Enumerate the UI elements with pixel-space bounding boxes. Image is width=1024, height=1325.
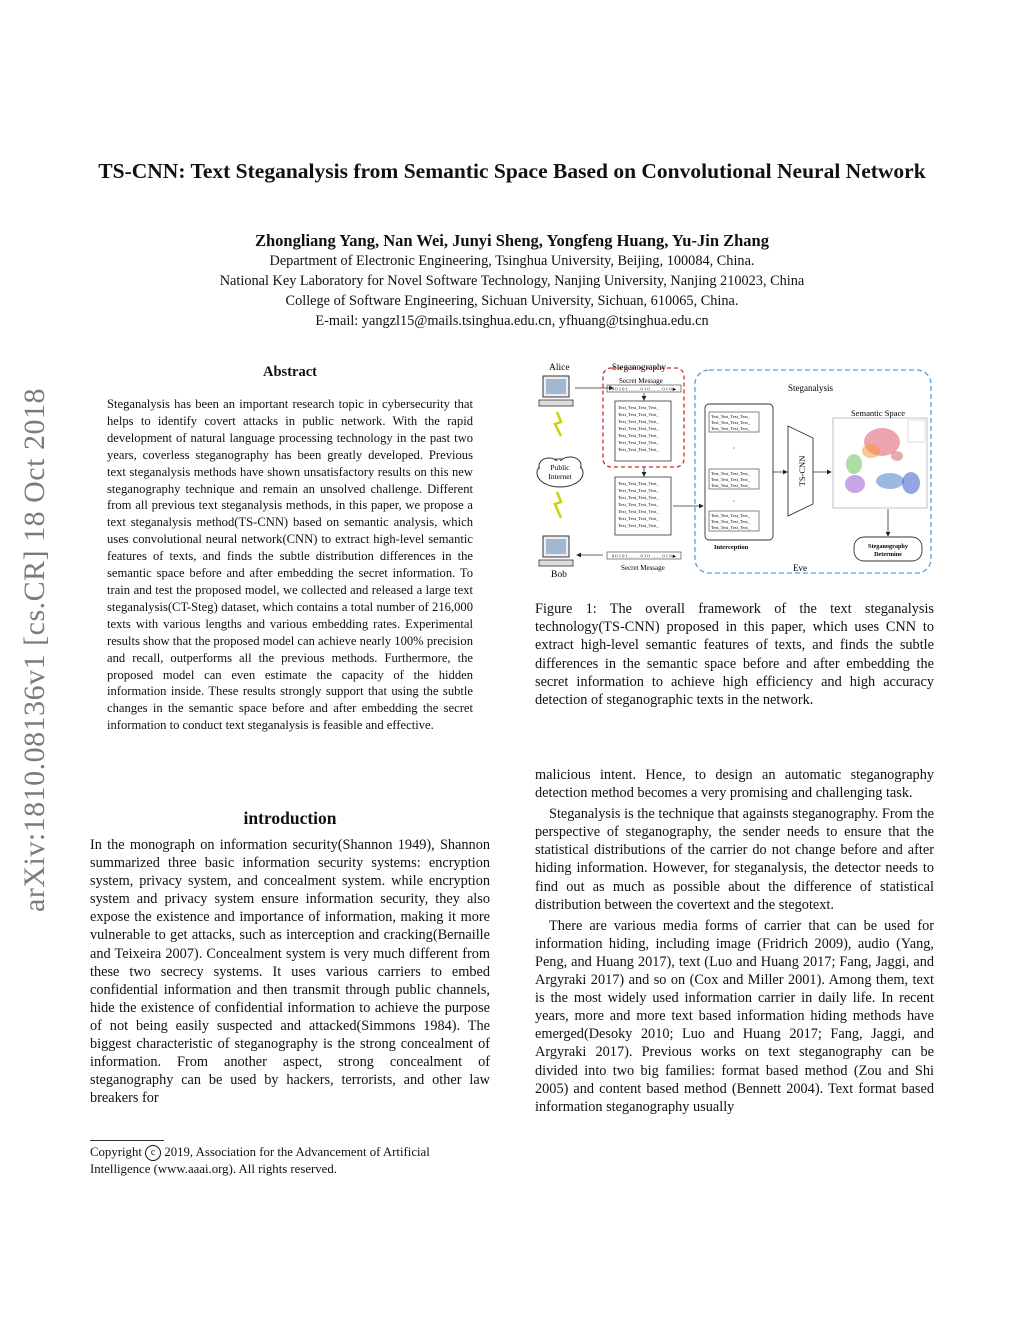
right-paragraph-2: Steganalysis is the technique that againsts steganography. From the perspective of steganography, the sender needs to ensure that the statistical distributions of the carrier do not change before and after hiding information. However, for steganalysis, the detector needs to find out as much as possible about the difference of statistical distribution between the covertext and the stegotext.: [535, 806, 934, 913]
eve-label: Eve: [793, 563, 807, 573]
affiliation-1: Department of Electronic Engineering, Tsinghua University, Beijing, 100084, China.: [269, 253, 755, 269]
plot-legend: [908, 420, 925, 442]
public-internet-label-2: Internet: [548, 472, 572, 481]
doc-line: Text_Text_Text_Text_: [618, 405, 659, 410]
footnote-line-2: Intelligence (www.aaai.org). All rights reserved.: [90, 1162, 337, 1177]
doc-line: Text_Text_Text_Text_: [711, 483, 750, 488]
arxiv-stamp: arXiv:1810.08136v1 [cs.CR] 18 Oct 2018: [18, 388, 51, 912]
doc-line: Text_Text_Text_Text_: [711, 414, 750, 419]
abstract-text: Steganalysis has been an important research topic in cybersecurity that helps to identify covert attacks in public network. With the rapid development of natural language processing technology in the past two years, coverless steganography has been greatly developed. Previous text steganalysis methods have shown unsatisfactory results on this new steganography technique and remain an unsolved challenge. Different from all previous text steganalysis methods, in this paper, we propose a text steganalysis method(TS-CNN) based on semantic analysis, which uses convolutional neural network(CNN) to extract high-level semantic features of texts, and finds the subtle distribution differences in the semantic space before and after embedding the secret information. To train and test the proposed model, we collected and released a large text steganalysis(CT-Steg) dataset, which contains a total number of 216,000 texts with various lengths and various embedding rates. Experimental results show that the proposed model can achieve nearly 100% precision and recall, outperforms all the previous methods. Furthermore, the proposed model can even estimate the capacity of the hidden information inside. These results strongly support that using the subtle changes in the semantic space before and after embedding the secret information to conduct text steganalysis is feasible and effective.: [107, 397, 473, 733]
paper-title: TS-CNN: Text Steganalysis from Semantic Space Based on Convolutional Neural Network: [98, 159, 926, 183]
affiliation-2: National Key Laboratory for Novel Software Technology, Nanjing University, Nanjing 210023, China: [219, 273, 805, 289]
ts-cnn-label: TS-CNN: [797, 455, 807, 487]
copyright-footnote: [90, 1144, 490, 1178]
determine-label-2: Determine: [874, 551, 902, 558]
secret-message-bottom-label: Secret Message: [621, 564, 665, 572]
secret-message-top-label: Secret Message: [619, 377, 663, 385]
svg-text:·: ·: [732, 497, 736, 506]
determine-label-1: Steganography: [868, 543, 908, 550]
doc-line: Text_Text_Text_Text_: [711, 471, 750, 476]
footnote-rule: [90, 1140, 164, 1141]
bob-label: Bob: [551, 570, 567, 580]
doc-line: Text_Text_Text_Text_: [618, 495, 659, 500]
bits-bottom: 0 0 1 0 1 … … 0 1 0 … … 0 1 0 ▶: [611, 553, 677, 559]
right-paragraph-1: malicious intent. Hence, to design an automatic steganography detection method becomes a very promising and challenging task.: [535, 767, 934, 802]
public-internet-label-1: Public: [550, 463, 570, 472]
doc-line: Text_Text_Text_Text_: [618, 516, 659, 521]
svg-text:·: ·: [732, 444, 736, 453]
affiliations: [90, 251, 934, 331]
doc-line: Text_Text_Text_Text_: [711, 477, 750, 482]
alice-label: Alice: [549, 363, 570, 373]
doc-line: Text_Text_Text_Text_: [711, 519, 750, 524]
steganography-label: Steganography: [612, 362, 666, 372]
doc-line: Text_Text_Text_Text_: [618, 426, 659, 431]
abstract-heading: Abstract: [263, 364, 317, 380]
introduction-paragraph: In the monograph on information security(Shannon 1949), Shannon summarized three basic information security systems: encryption system, privacy system, and concealment system. while encryption system and privacy system ensure information security, they also expose the existence and importance of information, making it more vulnerable to get attacks, such as interception and cracking(Bernaille and Teixeira 2007). Concealment system is very much different from these two secrecy systems. It uses various carriers to embed confidential information and then transmit through public channels, hide the existence of confidential information to achieve the purpose of not being easily suspected and attacked(Simmons 1984). The biggest characteristic of steganography is the strong concealment of information. From another aspect, strong concealment of steganography can be used by hackers, terrorists, and other law breakers for: [90, 837, 490, 1107]
figure-1-diagram: [535, 356, 935, 584]
stego-document-top: [615, 401, 671, 461]
alice-computer-icon: [539, 376, 573, 406]
steganalysis-label: Steganalysis: [788, 383, 833, 393]
doc-line: Text_Text_Text_Text_: [618, 419, 659, 424]
paper-authors: Zhongliang Yang, Nan Wei, Junyi Sheng, Yongfeng Huang, Yu-Jin Zhang: [255, 231, 769, 250]
footnote-copyright-rest: 2019, Association for the Advancement of Artificial: [164, 1145, 430, 1159]
doc-line: Text_Text_Text_Text_: [618, 433, 659, 438]
affiliation-3: College of Software Engineering, Sichuan University, Sichuan, 610065, China.: [285, 293, 739, 309]
copyright-icon: c: [145, 1145, 161, 1161]
doc-line: Text_Text_Text_Text_: [618, 502, 659, 507]
doc-line: Text_Text_Text_Text_: [711, 426, 750, 431]
lightning-top-icon: [555, 412, 561, 436]
figure-1-caption: Figure 1: The overall framework of the text steganalysis technology(TS-CNN) proposed in this paper, which uses CNN to extract high-level semantic features of texts, and finds the subtle differences in the semantic space before and after embedding the secret information to achieve high efficiency and high accuracy detection of steganographic texts in the network.: [535, 601, 934, 709]
doc-line: Text_Text_Text_Text_: [618, 509, 659, 514]
doc-line: Text_Text_Text_Text_: [711, 420, 750, 425]
introduction-heading: introduction: [243, 808, 337, 828]
doc-line: Text_Text_Text_Text_: [618, 481, 659, 486]
doc-line: Text_Text_Text_Text_: [711, 513, 750, 518]
footnote-copyright-word: Copyright: [90, 1145, 142, 1159]
interception-label: Interception: [714, 544, 749, 551]
contact-email: E-mail: yangzl15@mails.tsinghua.edu.cn, yfhuang@tsinghua.edu.cn: [315, 313, 709, 329]
doc-line: Text_Text_Text_Text_: [618, 412, 659, 417]
doc-line: Text_Text_Text_Text_: [618, 488, 659, 493]
semantic-space-label: Semantic Space: [851, 408, 906, 418]
bob-computer-icon: [539, 536, 573, 566]
doc-line: Text_Text_Text_Text_: [711, 525, 750, 530]
doc-line: Text_Text_Text_Text_: [618, 523, 659, 528]
right-paragraph-3: There are various media forms of carrier that can be used for information hiding, including image (Fridrich 2009), audio (Yang, Peng, and Huang 2017), text (Luo and Huang 2017; Fang, Jaggi, and Argyraki 2017) and so on (Cox and Miller 2001). Among them, text is the most widely used information carrier in daily life. In recent years, more and more text based information hiding methods have emerged(Desoky 2010; Luo and Huang 2017; Fang, Jaggi, and Argyraki 2017). Previous works on text steganography can be divided into two big families: format based method (Zou and Shi 2005) and content based method (Bennett 2004). Text format based information steganography usually: [535, 917, 934, 1115]
lightning-bottom-icon: [555, 492, 561, 518]
doc-line: Text_Text_Text_Text_: [618, 447, 659, 452]
bits-top: 0 0 1 0 1 … … 0 1 0 … … 0 1 0 ▶: [611, 386, 677, 392]
doc-line: Text_Text_Text_Text_: [618, 440, 659, 445]
right-column: [535, 766, 934, 1116]
